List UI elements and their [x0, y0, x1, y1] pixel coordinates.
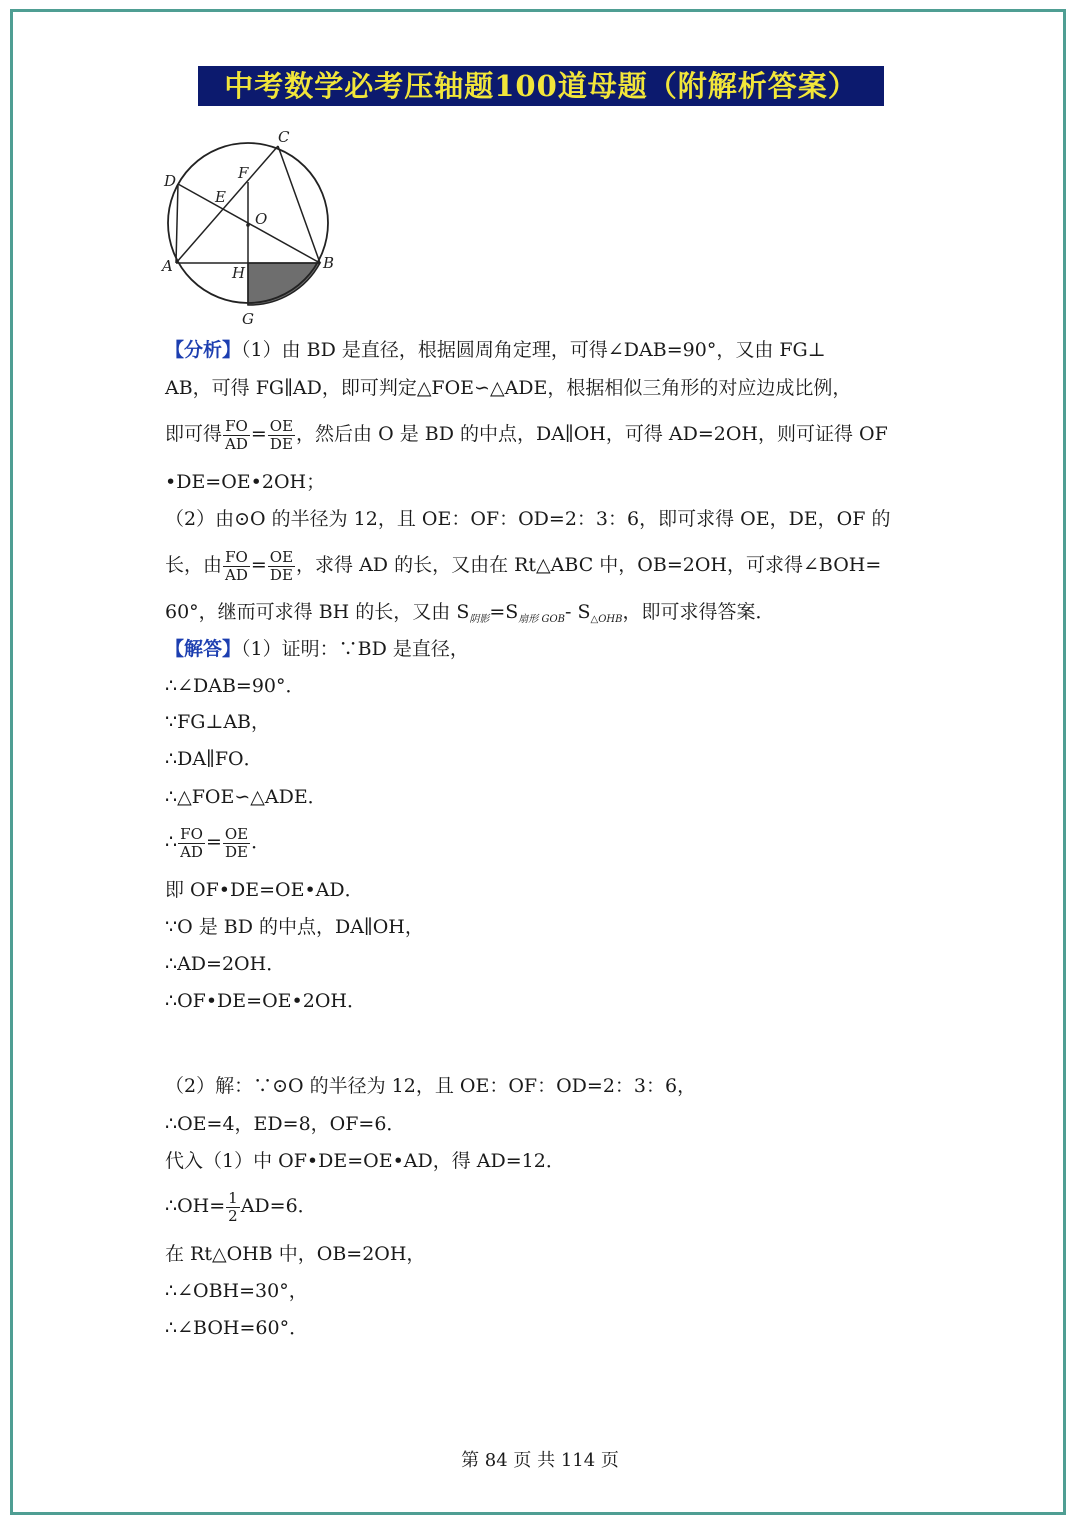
answer-text-p2-4b: AD=6．: [240, 1195, 317, 1217]
frac-num: FO: [223, 549, 250, 567]
subscript-sector: 扇形 GOB: [518, 614, 566, 625]
segment-ad: [176, 184, 178, 263]
answer-text-p2-4a: ∴OH=: [165, 1195, 226, 1217]
fraction-fo-ad: [223, 549, 250, 584]
analysis-text-3a: 即可得: [165, 423, 223, 445]
fraction-oe-de: [268, 418, 295, 453]
label-o: O: [255, 210, 268, 228]
answer-part2-line-6: ∴∠OBH=30°，: [165, 1280, 308, 1302]
frac-eq: =: [205, 831, 222, 853]
frac-den: 2: [228, 1206, 238, 1225]
analysis-line-2: AB，可得 FG∥AD，即可判定△FOE∽△ADE，根据相似三角形的对应边成比例，: [165, 377, 852, 399]
frac-den: AD: [225, 565, 248, 584]
subscript-triangle: △OHB: [590, 614, 623, 625]
answer-part2-line-7: ∴∠BOH=60°．: [165, 1317, 309, 1339]
fraction-oe-de: [268, 549, 295, 584]
answer-part2-line-1: （2）解：∵⊙O 的半径为 12，且 OE：OF：OD=2：3：6，: [165, 1075, 697, 1097]
answer-text-6a: ∴: [165, 831, 178, 853]
answer-line-9: ∴AD=2OH．: [165, 953, 286, 975]
answer-text-1: （1）证明：∵BD 是直径，: [241, 638, 469, 660]
frac-num: OE: [269, 416, 294, 435]
label-d: D: [164, 172, 177, 190]
answer-part2-line-2: ∴OE=4，ED=8，OF=6．: [165, 1113, 406, 1135]
center-point: [246, 223, 250, 227]
answer-text-6b: ．: [251, 831, 271, 853]
answer-part2-line-3: 代入（1）中 OF•DE=OE•AD，得 AD=12．: [165, 1150, 565, 1172]
label-b: B: [323, 254, 335, 272]
page-title: 中考数学必考压轴题100道母题（附解析答案）: [198, 66, 884, 106]
frac-den: AD: [225, 434, 248, 453]
frac-eq: =: [250, 423, 267, 445]
shaded-region: [248, 263, 320, 305]
analysis-line-7: [165, 600, 774, 632]
analysis-text-3b: ，然后由 O 是 BD 的中点，DA∥OH，可得 AD=2OH，则可证得 OF: [296, 423, 888, 445]
frac-eq: =: [250, 554, 267, 576]
analysis-text-6b: ，求得 AD 的长，又由在 Rt△ABC 中，OB=2OH，可求得∠BOH=: [296, 554, 882, 576]
fraction-fo-ad: [178, 826, 205, 861]
answer-line-4: ∴DA∥FO．: [165, 748, 263, 770]
analysis-line-4: •DE=OE•2OH；: [165, 471, 326, 493]
analysis-text-7a: 60°，继而可求得 BH 的长，又由 S: [165, 601, 470, 623]
analysis-line-1: [165, 338, 826, 362]
answer-line-8: ∵O 是 BD 的中点，DA∥OH，: [165, 916, 424, 938]
geometry-figure: [160, 128, 340, 328]
frac-num: OE: [269, 547, 294, 566]
analysis-line-3: [165, 414, 888, 454]
frac-den: DE: [269, 434, 293, 453]
answer-line-6: [165, 822, 270, 862]
frac-den: DE: [225, 842, 248, 861]
segment-ac: [176, 146, 278, 263]
analysis-text-6a: 长，由: [165, 554, 223, 576]
analysis-text-1: （1）由 BD 是直径，根据圆周角定理，可得∠DAB=90°，又由 FG⊥: [241, 339, 826, 361]
frac-den: DE: [269, 565, 293, 584]
answer-line-3: ∵FG⊥AB，: [165, 711, 271, 733]
analysis-line-6: [165, 545, 881, 585]
answer-line-10: ∴OF•DE=OE•2OH．: [165, 990, 366, 1012]
label-c: C: [278, 128, 290, 146]
label-a: A: [162, 257, 173, 275]
frac-num: 1: [228, 1188, 238, 1207]
analysis-text-7d: ，即可求得答案．: [622, 601, 775, 623]
analysis-text-7b: =S: [489, 601, 519, 623]
frac-num: OE: [224, 824, 249, 843]
subscript-shaded: 阴影: [469, 614, 490, 625]
segment-cb: [278, 146, 320, 263]
analysis-tag: 【分析】: [165, 339, 242, 361]
label-f: F: [238, 164, 249, 182]
circle-diagram: [160, 128, 340, 328]
frac-num: FO: [178, 826, 205, 844]
answer-line-1: [165, 637, 469, 661]
answer-tag: 【解答】: [165, 638, 242, 660]
label-g: G: [242, 310, 254, 328]
fraction-fo-ad: [223, 418, 250, 453]
label-e: E: [215, 188, 226, 206]
answer-line-7: 即 OF•DE=OE•AD．: [165, 879, 364, 901]
analysis-line-5: （2）由⊙O 的半径为 12，且 OE：OF：OD=2：3：6，即可求得 OE，DE，OF 的: [165, 508, 891, 530]
answer-line-2: ∴∠DAB=90°．: [165, 675, 305, 697]
fraction-one-half: [226, 1190, 240, 1225]
page-number: 第 84 页 共 114 页: [461, 1450, 619, 1471]
frac-num: FO: [223, 418, 250, 436]
answer-part2-line-5: 在 Rt△OHB 中，OB=2OH，: [165, 1243, 426, 1265]
analysis-text-7c: - S: [565, 601, 591, 623]
fraction-oe-de: [223, 826, 250, 861]
answer-part2-line-4: [165, 1186, 317, 1226]
segment-db: [178, 184, 320, 263]
label-h: H: [232, 264, 246, 282]
frac-den: AD: [180, 842, 203, 861]
answer-line-5: ∴△FOE∽△ADE．: [165, 786, 327, 808]
